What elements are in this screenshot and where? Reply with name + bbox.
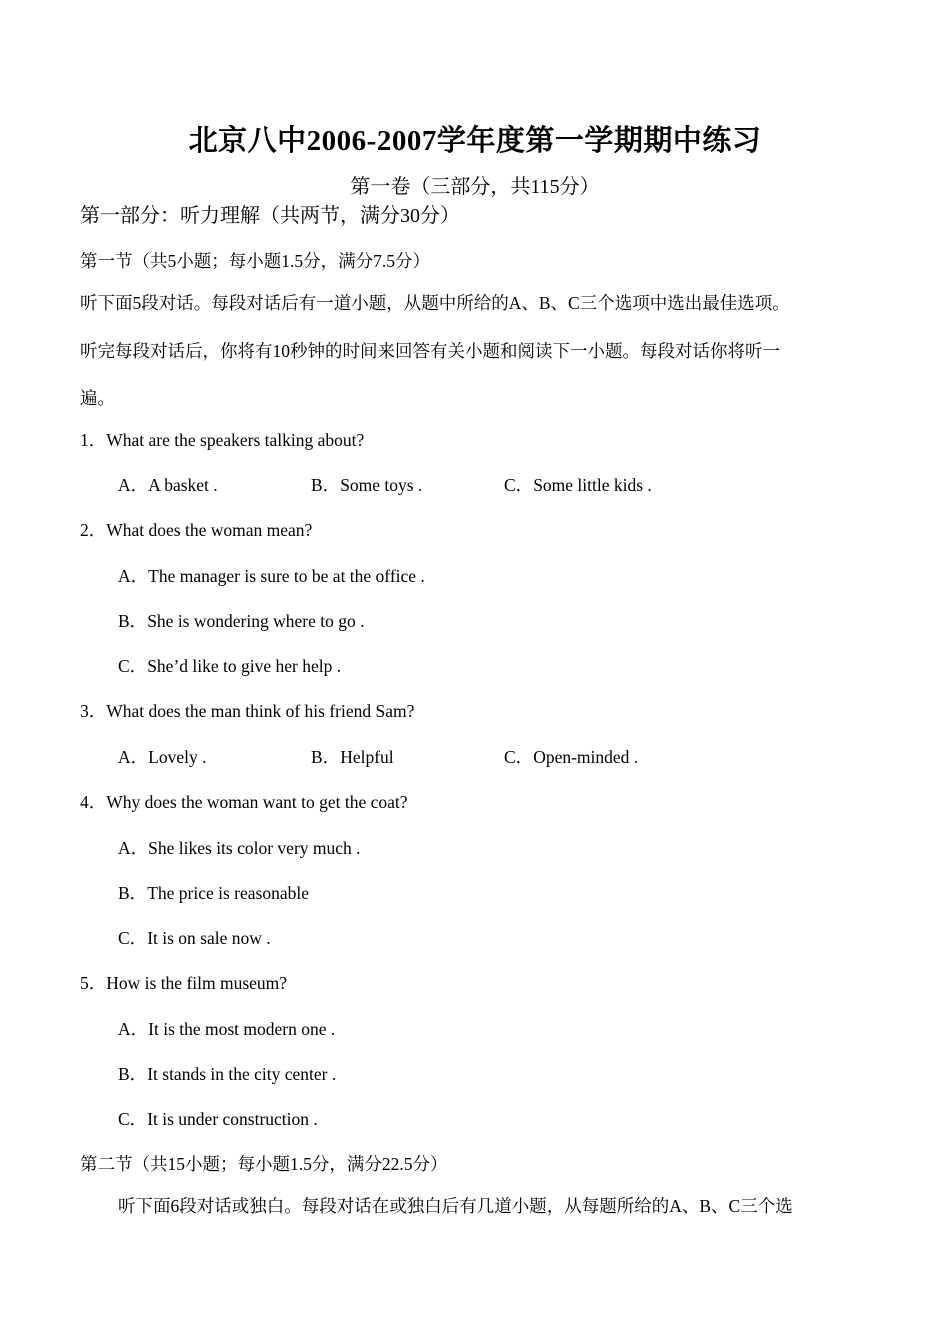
question-number: 1． bbox=[80, 430, 107, 450]
option-text: The manager is sure to be at the office . bbox=[148, 566, 425, 586]
option-label: B． bbox=[311, 475, 341, 495]
option-b bbox=[311, 744, 394, 769]
option-text: The price is reasonable bbox=[147, 883, 309, 903]
option-label: C． bbox=[118, 928, 148, 948]
option-b bbox=[118, 608, 364, 633]
question-number: 4． bbox=[80, 792, 107, 812]
option-a bbox=[118, 835, 361, 860]
option-a bbox=[118, 1016, 335, 1041]
option-c bbox=[118, 653, 341, 678]
option-b bbox=[311, 472, 422, 497]
option-text: It is on sale now . bbox=[147, 928, 271, 948]
section1-instruction-line: 听下面5段对话。每段对话后有一道小题，从题中所给的A、B、C三个选项中选出最佳选项。 bbox=[80, 293, 790, 313]
section2-instruction-line: 听下面6段对话或独白。每段对话在或独白后有几道小题，从每题所给的A、B、C三个选 bbox=[118, 1196, 793, 1216]
document-title: 北京八中2006-2007学年度第一学期期中练习 bbox=[188, 125, 762, 157]
option-label: B． bbox=[118, 1064, 148, 1084]
option-a bbox=[118, 472, 218, 497]
question-1 bbox=[80, 427, 364, 452]
option-label: C． bbox=[504, 475, 534, 495]
option-text: It stands in the city center . bbox=[147, 1064, 337, 1084]
option-c bbox=[118, 925, 271, 950]
option-label: B． bbox=[118, 611, 148, 631]
option-label: B． bbox=[311, 747, 341, 767]
option-text: Some little kids . bbox=[533, 475, 652, 495]
question-text: What does the woman mean? bbox=[106, 520, 313, 540]
option-label: B． bbox=[118, 883, 148, 903]
question-number: 3． bbox=[80, 701, 107, 721]
part-heading: 第一部分：听力理解（共两节，满分30分） bbox=[80, 205, 460, 227]
option-b bbox=[118, 1061, 336, 1086]
option-label: A． bbox=[118, 1019, 149, 1039]
option-label: A． bbox=[118, 566, 149, 586]
option-text: A basket . bbox=[148, 475, 218, 495]
option-label: C． bbox=[118, 656, 148, 676]
question-4 bbox=[80, 789, 408, 814]
question-number: 5． bbox=[80, 973, 107, 993]
option-text: Helpful bbox=[340, 747, 394, 767]
option-a bbox=[118, 563, 425, 588]
question-text: What are the speakers talking about? bbox=[106, 430, 365, 450]
option-text: She likes its color very much . bbox=[148, 838, 361, 858]
option-label: C． bbox=[504, 747, 534, 767]
option-text: Some toys . bbox=[340, 475, 423, 495]
option-label: A． bbox=[118, 747, 149, 767]
section2-heading: 第二节（共15小题；每小题1.5分，满分22.5分） bbox=[80, 1154, 448, 1174]
option-c bbox=[504, 472, 652, 497]
question-text: How is the film museum? bbox=[106, 973, 288, 993]
question-text: What does the man think of his friend Sam? bbox=[106, 701, 415, 721]
option-text: She’d like to give her help . bbox=[147, 656, 342, 676]
option-c bbox=[118, 1106, 318, 1131]
question-3 bbox=[80, 698, 414, 723]
document-subtitle: 第一卷（三部分，共115分） bbox=[350, 176, 600, 198]
option-text: It is the most modern one . bbox=[148, 1019, 336, 1039]
question-text: Why does the woman want to get the coat? bbox=[106, 792, 408, 812]
option-text: Open-minded . bbox=[533, 747, 639, 767]
option-text: She is wondering where to go . bbox=[147, 611, 365, 631]
question-number: 2． bbox=[80, 520, 107, 540]
section1-instruction-line: 听完每段对话后，你将有10秒钟的时间来回答有关小题和阅读下一小题。每段对话你将听一 bbox=[80, 341, 780, 361]
option-label: A． bbox=[118, 475, 149, 495]
option-c bbox=[504, 744, 638, 769]
option-a bbox=[118, 744, 206, 769]
question-2 bbox=[80, 517, 312, 542]
option-label: C． bbox=[118, 1109, 148, 1129]
option-label: A． bbox=[118, 838, 149, 858]
section1-instruction-line: 遍。 bbox=[80, 388, 115, 408]
option-text: Lovely . bbox=[148, 747, 207, 767]
option-text: It is under construction . bbox=[147, 1109, 318, 1129]
option-b bbox=[118, 880, 309, 905]
section1-heading: 第一节（共5小题；每小题1.5分，满分7.5分） bbox=[80, 251, 430, 271]
question-5 bbox=[80, 970, 287, 995]
